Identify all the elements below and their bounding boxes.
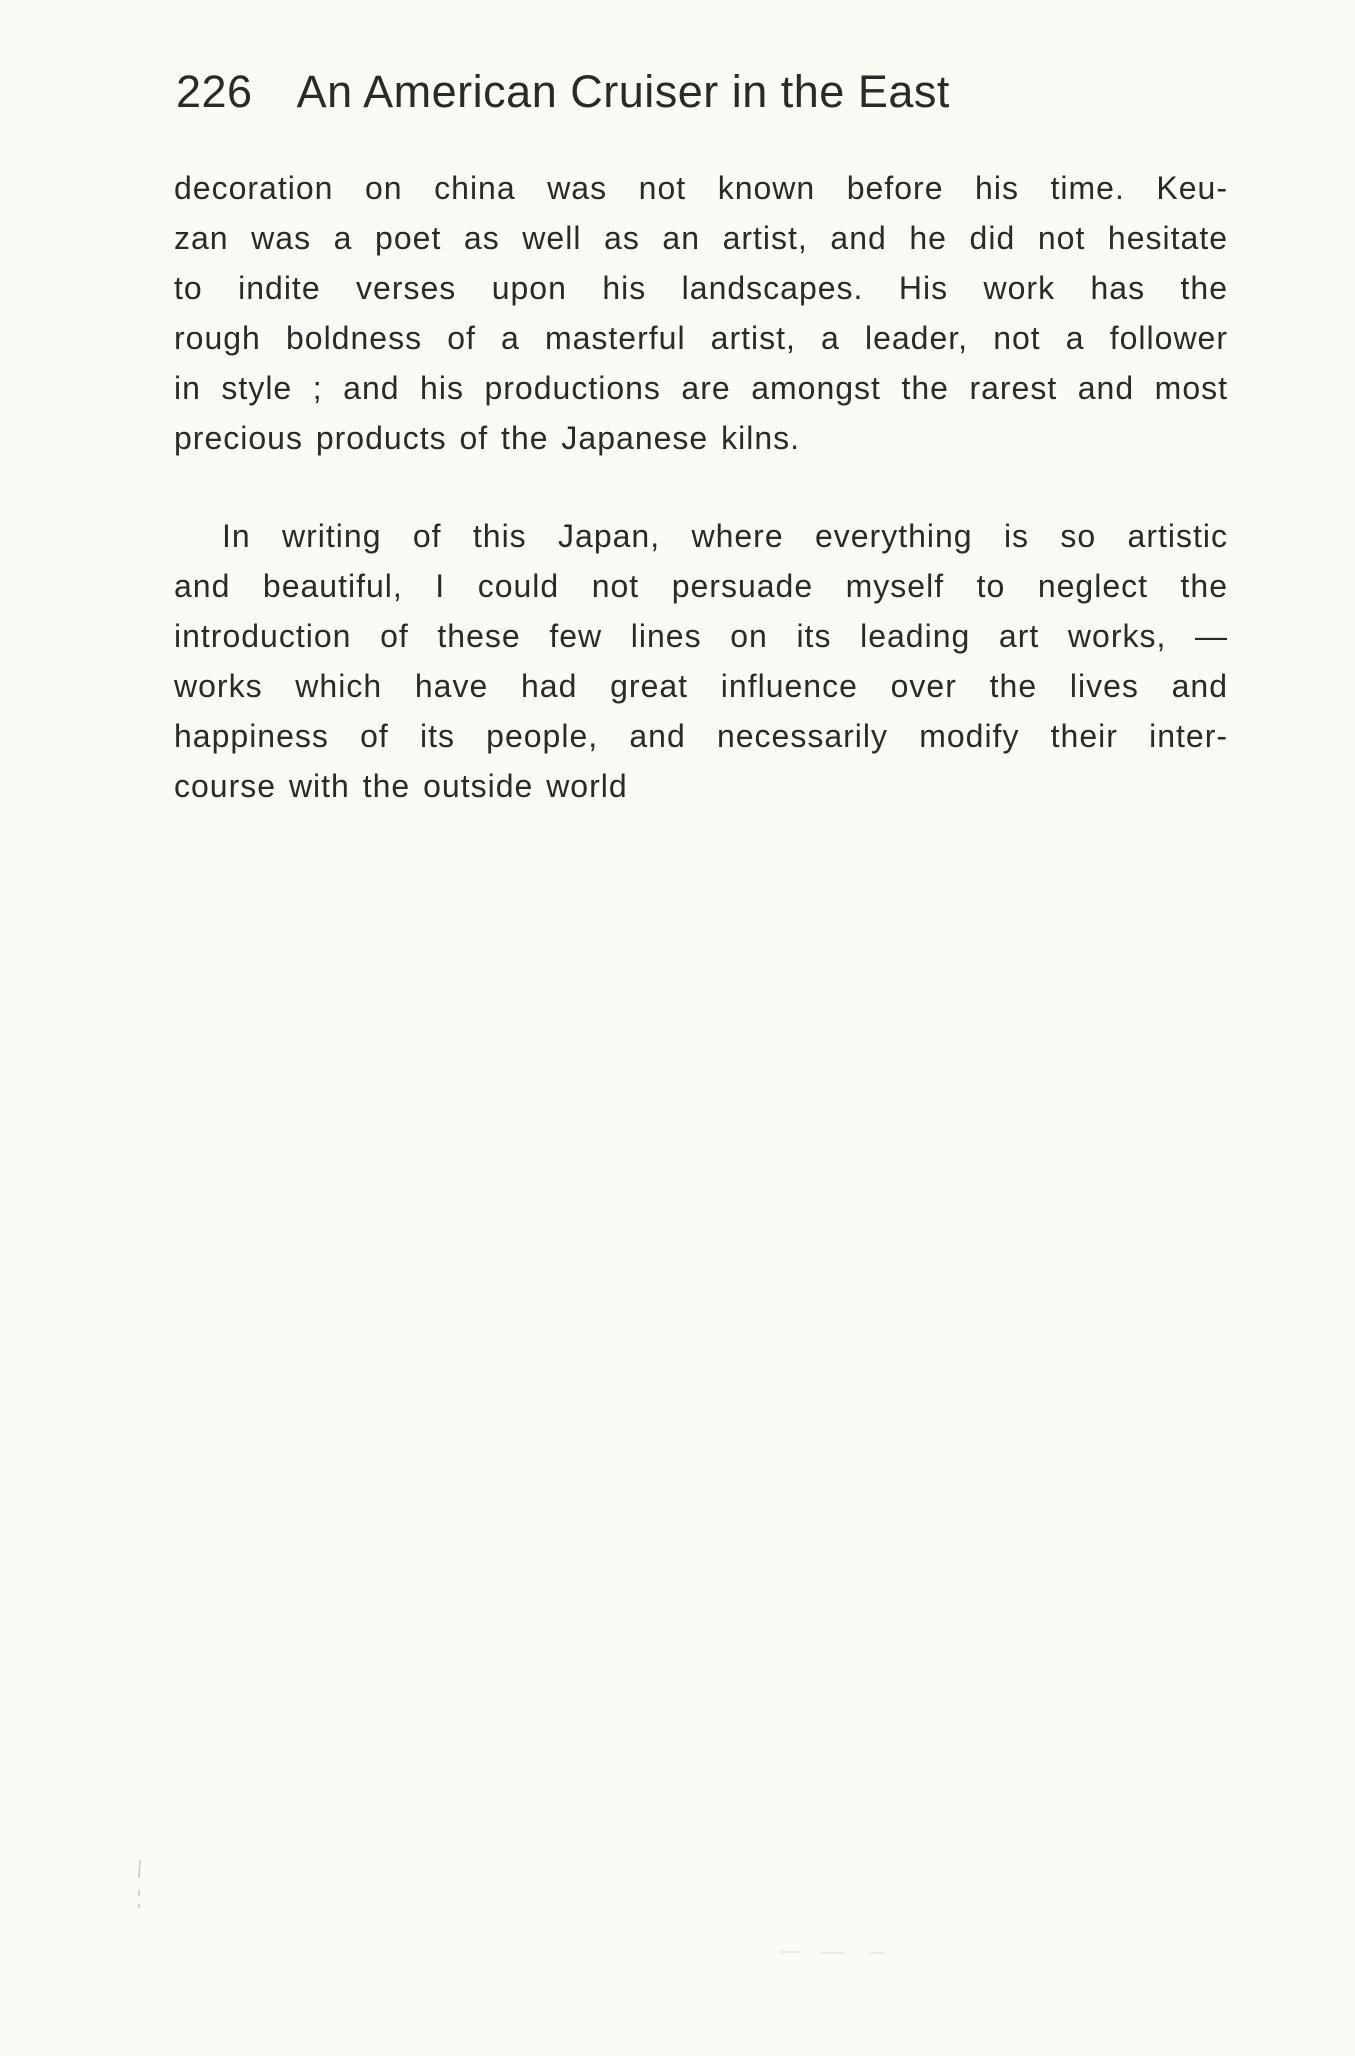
paragraph-1 — [174, 163, 1228, 463]
text-line: In writing of this Japan, where everything is so artistic — [222, 518, 1228, 554]
text-line: to indite verses upon his landscapes. His work has the — [174, 270, 1228, 306]
text-line: happiness of its people, and necessarily modify their inter- — [174, 718, 1228, 754]
text-line: course with the outside world — [174, 768, 628, 804]
page-number: 226 — [176, 66, 253, 117]
running-header — [176, 62, 1176, 122]
text-line: precious products of the Japanese kilns. — [174, 420, 800, 456]
speck — [139, 1860, 140, 1878]
text-line: zan was a poet as well as an artist, and he did not hesitate — [174, 220, 1228, 256]
text-line: introduction of these few lines on its leading art works, — — [174, 618, 1228, 654]
text-line: decoration on china was not known before his time. Keu- — [174, 170, 1228, 206]
book-title: An American Cruiser in the East — [296, 66, 950, 117]
text-line: in style ; and his productions are amongst the rarest and most — [174, 370, 1228, 406]
text-line: works which have had great influence over the lives and — [174, 668, 1228, 704]
paragraph-2 — [174, 511, 1228, 811]
text-line: rough boldness of a masterful artist, a leader, not a follower — [174, 320, 1228, 356]
text-line: and beautiful, I could not persuade myself to neglect the — [174, 568, 1228, 604]
